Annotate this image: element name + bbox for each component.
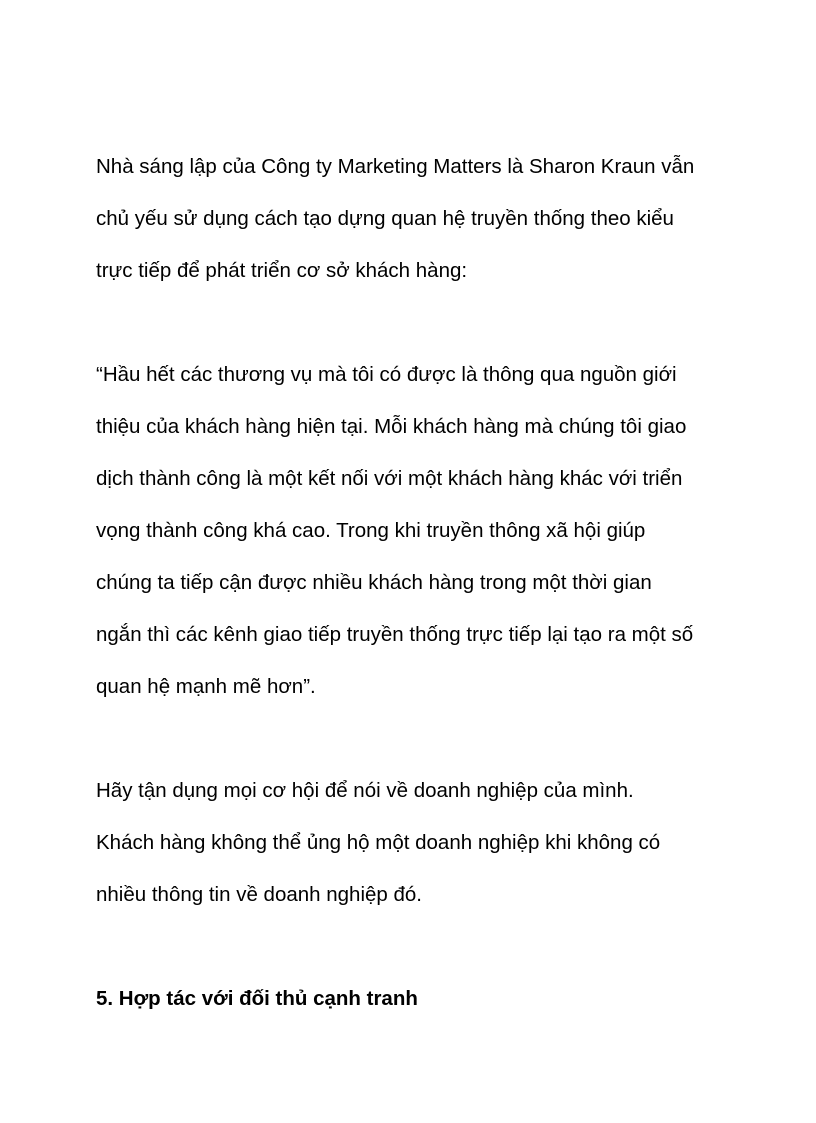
paragraph-advice (96, 771, 736, 927)
paragraph-intro (96, 147, 736, 303)
paragraph-spacer (96, 719, 736, 771)
text-line: trực tiếp để phát triển cơ sở khách hàng: (96, 259, 468, 282)
text-line: Hãy tận dụng mọi cơ hội để nói về doanh nghiệp của mình. (96, 779, 634, 802)
text-line: quan hệ mạnh mẽ hơn”. (96, 675, 316, 698)
text-line: chủ yếu sử dụng cách tạo dựng quan hệ truyền thống theo kiểu (96, 207, 674, 230)
paragraph-quote (96, 355, 736, 719)
text-line: dịch thành công là một kết nối với một khách hàng khác với triển (96, 467, 683, 490)
document-body (96, 147, 736, 1031)
text-line: “Hầu hết các thương vụ mà tôi có được là thông qua nguồn giới (96, 363, 677, 386)
section-heading: 5. Hợp tác với đối thủ cạnh tranh (96, 987, 418, 1010)
paragraph-spacer (96, 927, 736, 979)
text-line: thiệu của khách hàng hiện tại. Mỗi khách hàng mà chúng tôi giao (96, 415, 687, 438)
text-line: nhiều thông tin về doanh nghiệp đó. (96, 883, 422, 906)
text-line: vọng thành công khá cao. Trong khi truyền thông xã hội giúp (96, 519, 646, 542)
text-line: Nhà sáng lập của Công ty Marketing Matters là Sharon Kraun vẫn (96, 155, 695, 178)
text-line: ngắn thì các kênh giao tiếp truyền thống trực tiếp lại tạo ra một số (96, 623, 694, 646)
paragraph-spacer (96, 303, 736, 355)
text-line: Khách hàng không thể ủng hộ một doanh nghiệp khi không có (96, 831, 661, 854)
text-line: chúng ta tiếp cận được nhiều khách hàng trong một thời gian (96, 571, 652, 594)
section-heading-paragraph (96, 979, 736, 1031)
